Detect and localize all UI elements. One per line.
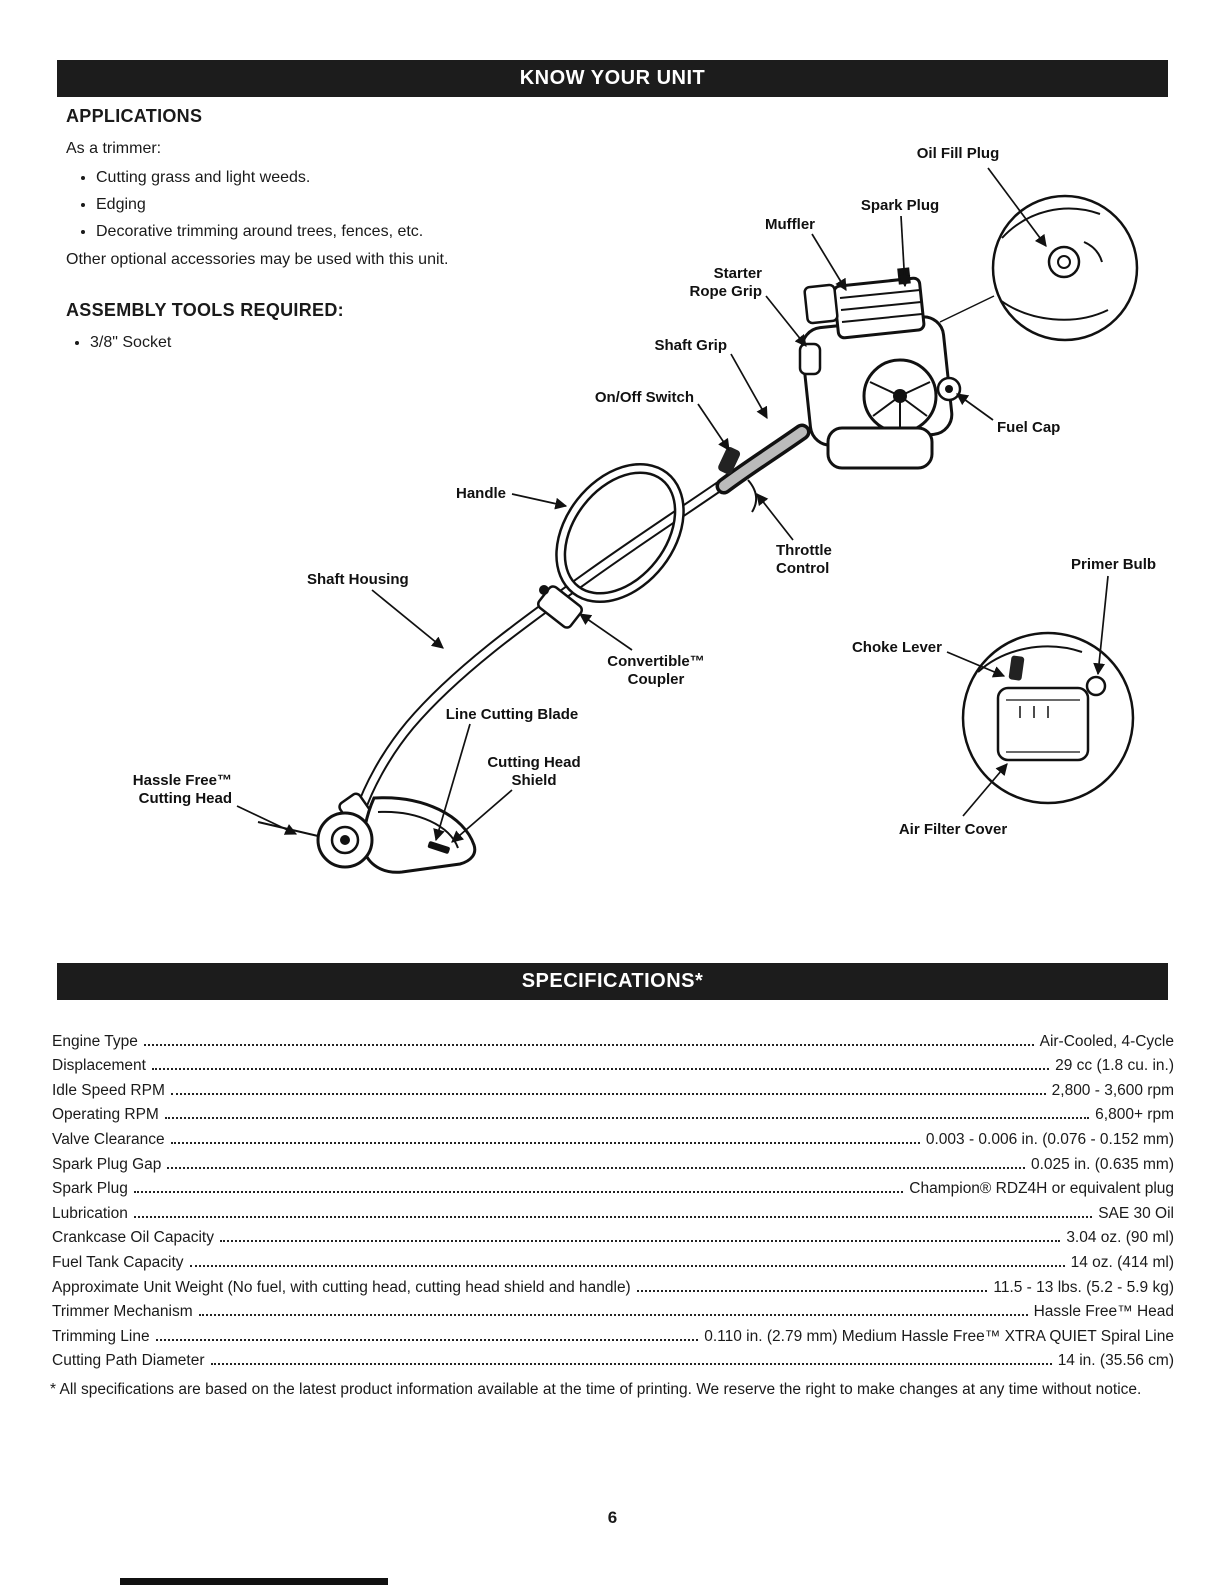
spec-label: Spark Plug Gap — [52, 1155, 162, 1173]
label-muffler: Muffler — [765, 216, 815, 233]
label-cutting-head-shield-line1: Cutting Head — [487, 754, 581, 771]
arrow-convertible-coupler — [580, 614, 632, 650]
label-choke-lever: Choke Lever — [851, 639, 942, 656]
assembly-tools-list-item: • 3/8" Socket — [90, 331, 486, 355]
dot-leader — [199, 1314, 1028, 1316]
spec-row — [52, 1272, 1174, 1297]
spec-row — [52, 1124, 1174, 1149]
spec-value: 6,800+ rpm — [1095, 1106, 1174, 1124]
dot-leader — [171, 1093, 1046, 1095]
spec-label: Valve Clearance — [52, 1130, 165, 1148]
label-primer-bulb: Primer Bulb — [1071, 556, 1157, 573]
arrow-cutting-head-shield — [452, 790, 512, 842]
spec-value: Champion® RDZ4H or equivalent plug — [909, 1180, 1174, 1198]
spec-row — [52, 1174, 1174, 1199]
dot-leader — [190, 1265, 1065, 1267]
dot-leader — [134, 1216, 1092, 1218]
spec-label: Idle Speed RPM — [52, 1081, 165, 1099]
assembly-tools-heading: ASSEMBLY TOOLS REQUIRED: — [66, 300, 344, 320]
arrow-throttle-control — [757, 494, 793, 540]
spec-value: 3.04 oz. (90 ml) — [1066, 1229, 1174, 1247]
spec-row — [52, 1149, 1174, 1174]
label-throttle-control-line1: Throttle — [776, 542, 832, 559]
arrow-muffler — [812, 234, 846, 290]
spec-value: 29 cc (1.8 cu. in.) — [1055, 1057, 1174, 1075]
spool-cap — [340, 835, 350, 845]
label-cutting-head-shield-line2: Shield — [511, 772, 557, 789]
label-air-filter-cover: Air Filter Cover — [898, 821, 1008, 838]
label-oil-fill-plug: Oil Fill Plug — [916, 145, 1000, 162]
spec-value: 14 oz. (414 ml) — [1070, 1253, 1174, 1271]
label-on-off-switch: On/Off Switch — [594, 389, 694, 406]
label-shaft-grip: Shaft Grip — [654, 337, 727, 354]
arrow-starter-rope-grip — [766, 296, 806, 346]
dot-leader — [165, 1117, 1089, 1119]
spec-label: Trimmer Mechanism — [52, 1303, 193, 1321]
specifications-title: SPECIFICATIONS* — [521, 970, 704, 992]
arrow-shaft-grip — [731, 354, 767, 418]
spec-row — [52, 1321, 1174, 1346]
label-shaft-housing: Shaft Housing — [307, 571, 409, 588]
applications-outro: Other optional accessories may be used with this unit. — [66, 251, 449, 268]
spec-value: Hassle Free™ Head — [1033, 1303, 1174, 1321]
dot-leader — [211, 1363, 1052, 1365]
spec-row — [52, 1026, 1174, 1051]
label-hassle-free-head-line1: Hassle Free™ — [132, 772, 232, 789]
spec-label: Lubrication — [52, 1204, 128, 1222]
callout-air-filter — [963, 633, 1133, 803]
arrow-hassle-free-cutting-head — [237, 806, 296, 834]
muffler-part — [804, 285, 838, 324]
applications-heading: APPLICATIONS — [66, 106, 203, 126]
cylinder — [834, 278, 925, 339]
dot-leader — [156, 1339, 699, 1341]
arrow-shaft-housing — [372, 590, 443, 648]
spec-label: Crankcase Oil Capacity — [52, 1229, 214, 1247]
dot-leader — [167, 1167, 1025, 1169]
spec-value: Air-Cooled, 4-Cycle — [1039, 1032, 1174, 1050]
label-starter-rope-grip-line1: Starter — [713, 265, 762, 282]
applications-list-item: • Cutting grass and light weeds. — [96, 165, 586, 190]
arrow-fuel-cap — [957, 394, 993, 420]
arrow-handle — [512, 494, 566, 506]
dot-leader — [637, 1290, 988, 1292]
label-spark-plug: Spark Plug — [860, 197, 940, 214]
fuel-cap-center — [945, 385, 953, 393]
label-convertible-coupler-line1: Convertible™ — [607, 653, 705, 670]
spec-row — [52, 1051, 1174, 1076]
spec-row — [52, 1346, 1174, 1371]
spec-row — [52, 1198, 1174, 1223]
spec-label: Engine Type — [52, 1032, 138, 1050]
trimmer-line-string — [258, 822, 318, 836]
spec-value: 0.025 in. (0.635 mm) — [1030, 1155, 1174, 1173]
spec-value: SAE 30 Oil — [1098, 1204, 1174, 1222]
label-hassle-free-head-line2: Cutting Head — [138, 790, 232, 807]
spec-row — [52, 1223, 1174, 1248]
spec-row — [52, 1247, 1174, 1272]
starter-rope-grip-part — [800, 344, 820, 374]
cutting-head-shield-part — [363, 798, 474, 873]
callout-oil-fill — [940, 196, 1137, 340]
callout-tether — [940, 296, 994, 322]
dot-leader — [171, 1142, 920, 1144]
starter-hub — [893, 389, 907, 403]
arrow-on-off-switch — [698, 404, 729, 450]
primer-bulb-part — [1087, 677, 1105, 695]
spec-label: Approximate Unit Weight (No fuel, with cutting head, cutting head shield and handle) — [52, 1278, 631, 1296]
spec-row — [52, 1075, 1174, 1100]
spec-value: 0.003 - 0.006 in. (0.076 - 0.152 mm) — [925, 1130, 1174, 1148]
label-line-cutting-blade: Line Cutting Blade — [445, 706, 579, 723]
applications-intro: As a trimmer: — [66, 140, 162, 157]
specifications-table — [52, 1026, 1174, 1370]
label-fuel-cap: Fuel Cap — [997, 419, 1061, 436]
spec-value: 14 in. (35.56 cm) — [1057, 1352, 1174, 1370]
spec-label: Fuel Tank Capacity — [52, 1253, 184, 1271]
air-filter-cover-part — [998, 688, 1088, 760]
coupler-knob — [539, 585, 549, 595]
oil-fill-plug-part — [1049, 247, 1079, 277]
spec-label: Trimming Line — [52, 1327, 150, 1345]
know-your-unit-title: KNOW YOUR UNIT — [519, 67, 706, 89]
dot-leader — [134, 1191, 903, 1193]
throttle-trigger-part — [748, 480, 756, 512]
spec-label: Displacement — [52, 1057, 146, 1075]
applications-list-item: • Edging — [96, 192, 586, 217]
specifications-footnote: * All specifications are based on the latest product information available at the time of printing. We reserve the right to make changes at any time without notice. — [50, 1381, 1142, 1398]
dot-leader — [152, 1068, 1049, 1070]
dot-leader — [220, 1240, 1060, 1242]
label-throttle-control-line2: Control — [776, 560, 830, 577]
label-starter-rope-grip-line2: Rope Grip — [689, 283, 762, 300]
spec-label: Operating RPM — [52, 1106, 159, 1124]
label-handle: Handle — [455, 485, 506, 502]
spec-row — [52, 1100, 1174, 1125]
spec-value: 11.5 - 13 lbs. (5.2 - 5.9 kg) — [993, 1278, 1174, 1296]
applications-list-item: • Decorative trimming around trees, fences, etc. — [96, 219, 586, 244]
fuel-tank — [828, 428, 932, 468]
spec-label: Cutting Path Diameter — [52, 1352, 205, 1370]
spec-value: 0.110 in. (2.79 mm) Medium Hassle Free™ XTRA QUIET Spiral Line — [704, 1327, 1174, 1345]
dot-leader — [144, 1044, 1034, 1046]
label-convertible-coupler-line2: Coupler — [627, 671, 685, 688]
bottom-print-strip — [120, 1578, 388, 1585]
spec-value: 2,800 - 3,600 rpm — [1051, 1081, 1174, 1099]
specifications-header — [57, 963, 1168, 1000]
engine-assembly — [800, 267, 960, 468]
page-number: 6 — [607, 1508, 618, 1527]
spec-label: Spark Plug — [52, 1180, 128, 1198]
spec-row — [52, 1297, 1174, 1322]
